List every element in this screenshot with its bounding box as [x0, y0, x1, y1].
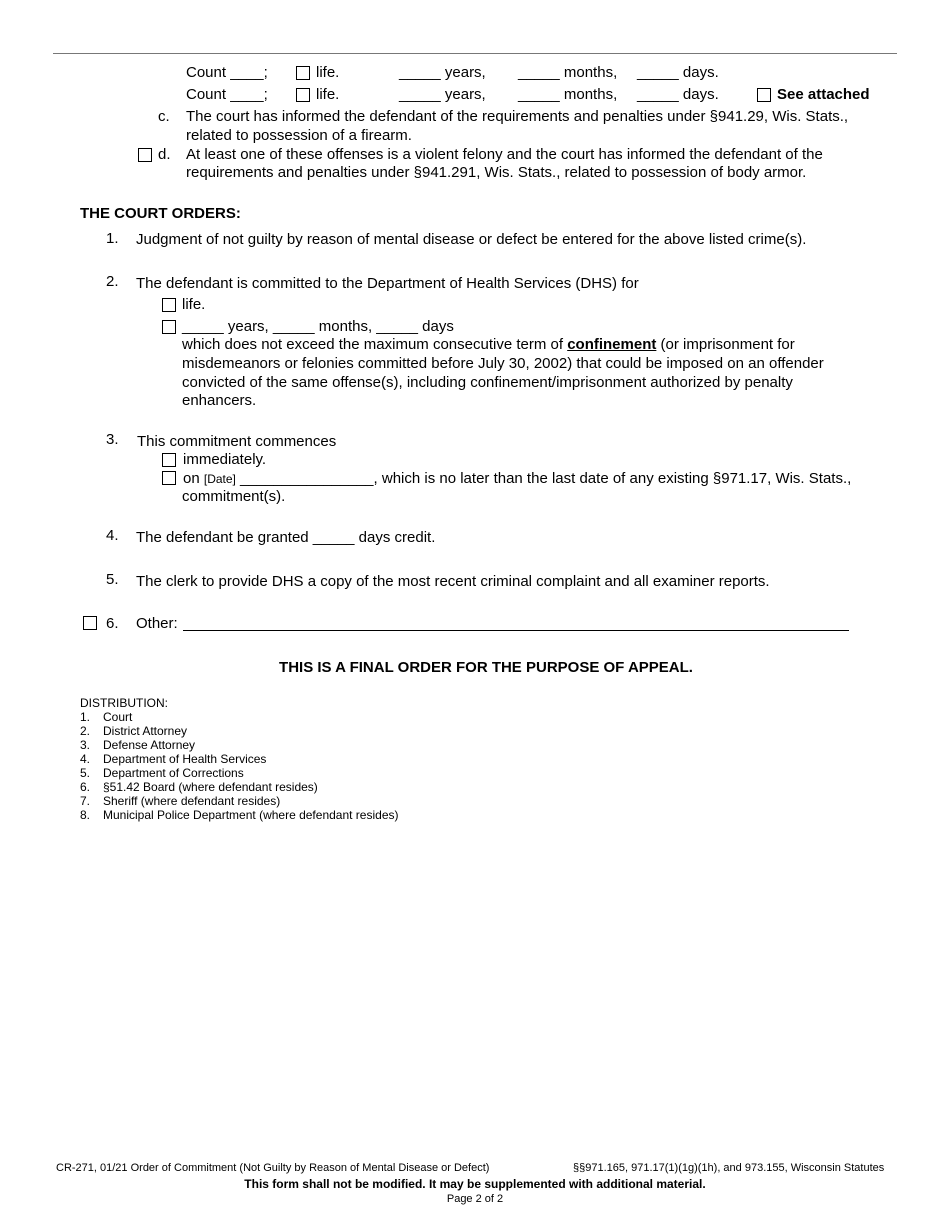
days-field[interactable]: _____ days. [637, 64, 719, 81]
months-field[interactable]: _____ months, [518, 86, 618, 103]
other-input-line[interactable] [183, 630, 849, 631]
order-4-number: 4. [106, 527, 119, 544]
commit-desc-line3: convicted of the same offense(s), including confinement/imprisonment authorized by penalty [182, 374, 793, 391]
list-item: Municipal Police Department (where defendant resides) [103, 808, 399, 822]
life-label: life. [316, 64, 340, 81]
order-3-number: 3. [106, 431, 119, 448]
commence-on-date-checkbox[interactable] [162, 471, 176, 485]
item-d-checkbox[interactable] [138, 148, 152, 162]
date-field-label[interactable]: [Date] [203, 472, 236, 486]
list-item: §51.42 Board (where defendant resides) [103, 780, 318, 794]
commence-immediately-checkbox[interactable] [162, 453, 176, 467]
order-2-text: The defendant is committed to the Department of Health Services (DHS) for [136, 275, 639, 292]
page-number: Page 2 of 2 [446, 1193, 504, 1205]
commit-term-fields[interactable]: _____ years, _____ months, _____ days [182, 318, 454, 335]
commence-immediately-label: immediately. [183, 451, 267, 468]
years-field[interactable]: _____ years, [399, 64, 486, 81]
life-checkbox-2[interactable] [296, 88, 310, 102]
order-1-number: 1. [106, 230, 119, 247]
months-field[interactable]: _____ months, [518, 64, 618, 81]
top-rule [53, 53, 897, 54]
distribution-heading: DISTRIBUTION: [80, 696, 169, 710]
list-item: District Attorney [103, 724, 188, 738]
footer-statutes: §§971.165, 971.17(1)(1g)(1h), and 973.155, Wisconsin Statutes [573, 1162, 885, 1174]
list-item-number: 8. [80, 808, 91, 822]
order-5-text: The clerk to provide DHS a copy of the most recent criminal complaint and all examiner reports. [136, 573, 770, 590]
commit-term-checkbox[interactable] [162, 320, 176, 334]
list-item-number: 3. [80, 738, 91, 752]
life-label: life. [316, 86, 340, 103]
days-field[interactable]: _____ days. [637, 86, 719, 103]
order-6-label: Other: [136, 615, 178, 632]
order-2-number: 2. [106, 273, 119, 290]
commit-desc-line4: enhancers. [182, 392, 257, 409]
orders-heading: THE COURT ORDERS: [80, 205, 241, 222]
list-item-number: 7. [80, 794, 91, 808]
confinement-term: confinement [567, 336, 657, 353]
commit-desc-line1: which does not exceed the maximum consecutive term of confinement (or imprisonment for [182, 336, 795, 353]
list-item: Sheriff (where defendant resides) [103, 794, 281, 808]
list-item-number: 5. [80, 766, 91, 780]
commit-life-checkbox[interactable] [162, 298, 176, 312]
order-6-number: 6. [106, 615, 119, 632]
order-3-text: This commitment commences [137, 433, 337, 450]
list-item: Defense Attorney [103, 738, 196, 752]
footer-form-id: CR-271, 01/21 Order of Commitment (Not Guilty by Reason of Mental Disease or Defect) [56, 1162, 490, 1174]
count-label: Count ____; [186, 64, 268, 81]
see-attached-checkbox[interactable] [757, 88, 771, 102]
list-item: Court [103, 710, 133, 724]
count-label: Count ____; [186, 86, 268, 103]
item-c-text-line1: The court has informed the defendant of the requirements and penalties under §941.29, Wis. Stats., [186, 108, 849, 125]
commit-desc-line2: misdemeanors or felonies committed before July 30, 2002) that could be imposed on an offender [182, 355, 824, 372]
item-d-text-line2: requirements and penalties under §941.291, Wis. Stats., related to possession of body armor. [186, 164, 807, 181]
list-item: Department of Health Services [103, 752, 267, 766]
list-item: Department of Corrections [103, 766, 244, 780]
final-order-notice: THIS IS A FINAL ORDER FOR THE PURPOSE OF APPEAL. [279, 659, 693, 676]
item-d-letter: d. [158, 146, 171, 163]
see-attached-label: See attached [777, 86, 870, 103]
order-4-text: The defendant be granted _____ days credit. [136, 529, 436, 546]
order-1-text: Judgment of not guilty by reason of mental disease or defect be entered for the above listed crime(s). [136, 231, 807, 248]
item-c-text-line2: related to possession of a firearm. [186, 127, 412, 144]
life-checkbox-1[interactable] [296, 66, 310, 80]
commit-life-label: life. [182, 296, 206, 313]
list-item-number: 1. [80, 710, 91, 724]
footer-notice: This form shall not be modified. It may be supplemented with additional material. [244, 1177, 706, 1191]
order-5-number: 5. [106, 571, 119, 588]
item-c-letter: c. [158, 108, 170, 125]
list-item-number: 4. [80, 752, 91, 766]
list-item-number: 2. [80, 724, 91, 738]
commence-on-date-line1: on [Date] ________________, which is no later than the last date of any existing §971.17, Wis. Stats., [183, 470, 852, 487]
commence-on-date-line2: commitment(s). [182, 488, 286, 505]
list-item-number: 6. [80, 780, 91, 794]
order-6-checkbox[interactable] [83, 616, 97, 630]
item-d-text-line1: At least one of these offenses is a violent felony and the court has informed the defendant of the [186, 146, 823, 163]
years-field[interactable]: _____ years, [399, 86, 486, 103]
